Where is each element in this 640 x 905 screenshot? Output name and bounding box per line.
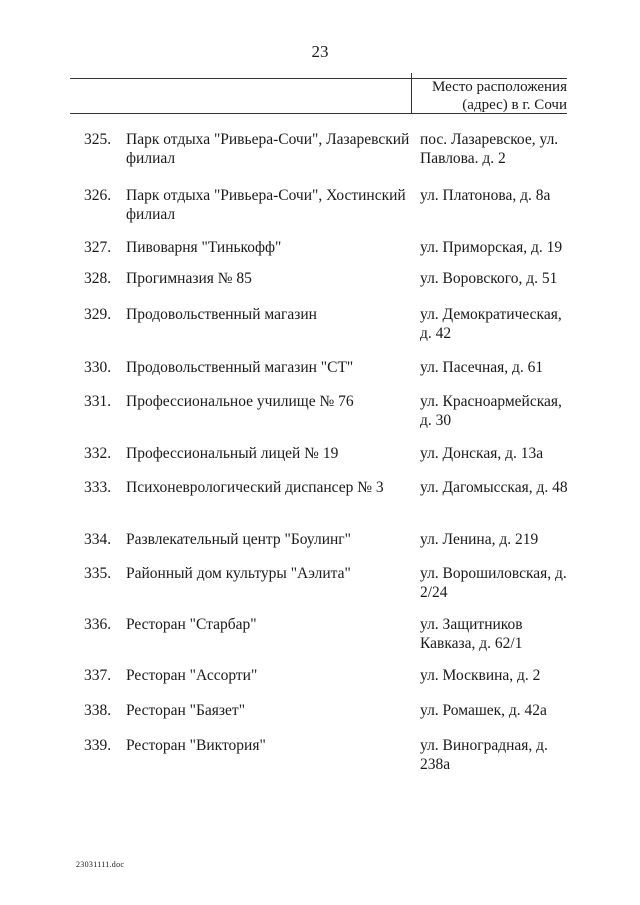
row-name: Психоневрологический диспансер № 3 — [126, 479, 384, 496]
row-address: ул. Москвина, д. 2 — [420, 667, 541, 684]
table-row — [0, 168, 640, 238]
table-row — [0, 736, 640, 776]
table-row — [0, 305, 640, 358]
table-header-bottom-rule — [70, 113, 567, 114]
row-name: Ресторан "Баязет" — [126, 702, 246, 719]
row-address: пос. Лазаревское, ул. Павлова. д. 2 — [420, 131, 559, 167]
table-row — [0, 666, 640, 701]
table-row — [0, 564, 640, 615]
table-row — [0, 358, 640, 392]
row-address: ул. Красноармейская, д. 30 — [420, 393, 562, 429]
row-name: Развлекательный центр "Боулинг" — [126, 531, 351, 548]
row-number: 333. — [84, 479, 112, 496]
row-address: ул. Донская, д. 13а — [420, 445, 544, 462]
row-name: Профессиональное училище № 76 — [126, 393, 354, 410]
row-name: Парк отдыха "Ривьера-Сочи", Лазаревский филиал — [126, 131, 410, 167]
row-address: ул. Платонова, д. 8а — [420, 187, 551, 204]
row-number: 331. — [84, 393, 112, 410]
table-row — [0, 615, 640, 666]
table-row — [0, 238, 640, 269]
row-number: 327. — [84, 239, 112, 256]
table-row — [0, 444, 640, 478]
row-address: ул. Виноградная, д. 238а — [420, 737, 548, 773]
table-row — [0, 530, 640, 564]
row-name: Районный дом культуры "Аэлита" — [126, 565, 351, 582]
row-number: 335. — [84, 565, 112, 582]
row-address: ул. Приморская, д. 19 — [420, 239, 563, 256]
row-number: 328. — [84, 270, 112, 287]
row-address: ул. Защитников Кавказа, д. 62/1 — [420, 616, 523, 652]
row-number: 329. — [84, 306, 112, 323]
row-number: 338. — [84, 702, 112, 719]
row-name: Продовольственный магазин "СТ" — [126, 359, 354, 376]
entries-table — [0, 130, 640, 776]
row-number: 339. — [84, 737, 112, 754]
row-name: Профессиональный лицей № 19 — [126, 445, 339, 462]
row-address: ул. Дагомысская, д. 48 — [420, 479, 568, 496]
row-name: Парк отдыха "Ривьера-Сочи", Хостинский филиал — [126, 187, 406, 223]
row-number: 332. — [84, 445, 112, 462]
table-row — [0, 701, 640, 736]
footer-filename: 23031111.doc — [76, 860, 125, 869]
row-name: Пивоварня "Тинькофф" — [126, 239, 282, 256]
page-number: 23 — [311, 42, 329, 61]
row-number: 336. — [84, 616, 112, 633]
row-address: ул. Пасечная, д. 61 — [420, 359, 544, 376]
row-number: 337. — [84, 667, 112, 684]
table-row — [0, 130, 640, 168]
table-header-divider — [411, 73, 412, 113]
location-column-header: Место расположения (адрес) в г. Сочи — [432, 79, 567, 113]
row-address: ул. Ленина, д. 219 — [420, 531, 539, 548]
row-address: ул. Демократическая, д. 42 — [420, 306, 562, 342]
row-number: 334. — [84, 531, 112, 548]
table-row — [0, 392, 640, 444]
table-row — [0, 478, 640, 530]
row-address: ул. Ромашек, д. 42а — [420, 702, 547, 719]
row-number: 325. — [84, 131, 112, 148]
row-number: 330. — [84, 359, 112, 376]
table-row — [0, 269, 640, 305]
row-name: Ресторан "Ассорти" — [126, 667, 258, 684]
row-name: Ресторан "Старбар" — [126, 616, 257, 633]
row-address: ул. Ворошиловская, д. 2/24 — [420, 565, 567, 601]
row-address: ул. Воровского, д. 51 — [420, 270, 558, 287]
row-name: Продовольственный магазин — [126, 306, 317, 323]
row-name: Ресторан "Виктория" — [126, 737, 266, 754]
row-name: Прогимназия № 85 — [126, 270, 252, 287]
row-number: 326. — [84, 187, 112, 204]
